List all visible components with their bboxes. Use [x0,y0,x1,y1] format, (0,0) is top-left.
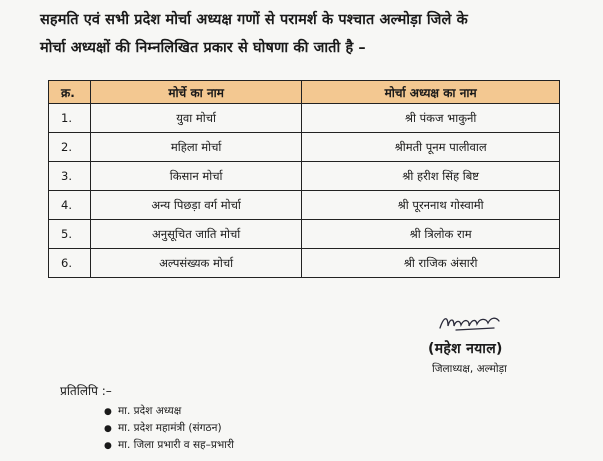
list-item [104,403,234,420]
row-morcha: अनुसूचित जाति मोर्चा [91,220,302,249]
row-morcha: अन्य पिछड़ा वर्ग मोर्चा [91,191,302,220]
table-header-row [49,81,560,104]
table-row [49,162,560,191]
bullet-icon: ● [104,424,112,434]
row-serial: 6. [49,249,91,278]
bullet-icon: ● [104,407,112,417]
copy-item-label: मा. जिला प्रभारी व सह–प्रभारी [118,439,234,451]
row-serial: 4. [49,191,91,220]
signatory-designation: जिलाध्यक्ष, अल्मोड़ा [432,363,507,375]
table-row [49,191,560,220]
row-serial: 2. [49,133,91,162]
row-president: श्री पूरननाथ गोस्वामी [302,191,560,220]
intro-line-2: मोर्चा अध्यक्षों की निम्नलिखित प्रकार से घोषणा की जाती है – [40,40,366,56]
row-president: श्री राजिक अंसारी [302,249,560,278]
row-morcha: अल्पसंख्यक मोर्चा [91,249,302,278]
row-morcha: महिला मोर्चा [91,133,302,162]
row-president: श्रीमती पूनम पालीवाल [302,133,560,162]
table-row [49,104,560,133]
copy-to-label: प्रतिलिपि :– [60,384,112,398]
handwritten-signature [436,312,506,336]
table-row [49,220,560,249]
copy-to-list [104,403,234,454]
row-serial: 5. [49,220,91,249]
row-president: श्री पंकज भाकुनी [302,104,560,133]
header-president-name: मोर्चा अध्यक्ष का नाम [302,81,560,104]
row-morcha: किसान मोर्चा [91,162,302,191]
bullet-icon: ● [104,441,112,451]
row-president: श्री त्रिलोक राम [302,220,560,249]
row-serial: 1. [49,104,91,133]
copy-item-label: मा. प्रदेश महामंत्री (संगठन) [118,422,222,434]
header-morcha-name: मोर्चे का नाम [91,81,302,104]
signatory-name: (महेश नयाल) [428,341,503,357]
morcha-table [48,80,560,278]
list-item [104,420,234,437]
row-serial: 3. [49,162,91,191]
table-row [49,133,560,162]
intro-line-1: सहमति एवं सभी प्रदेश मोर्चा अध्यक्ष गणों से परामर्श के पश्चात अल्मोड़ा जिले के [40,12,468,28]
table-row [49,249,560,278]
intro-paragraph [40,6,580,62]
header-serial: क्र. [49,81,91,104]
row-president: श्री हरीश सिंह बिष्ट [302,162,560,191]
copy-item-label: मा. प्रदेश अध्यक्ष [118,405,182,417]
row-morcha: युवा मोर्चा [91,104,302,133]
list-item [104,437,234,454]
